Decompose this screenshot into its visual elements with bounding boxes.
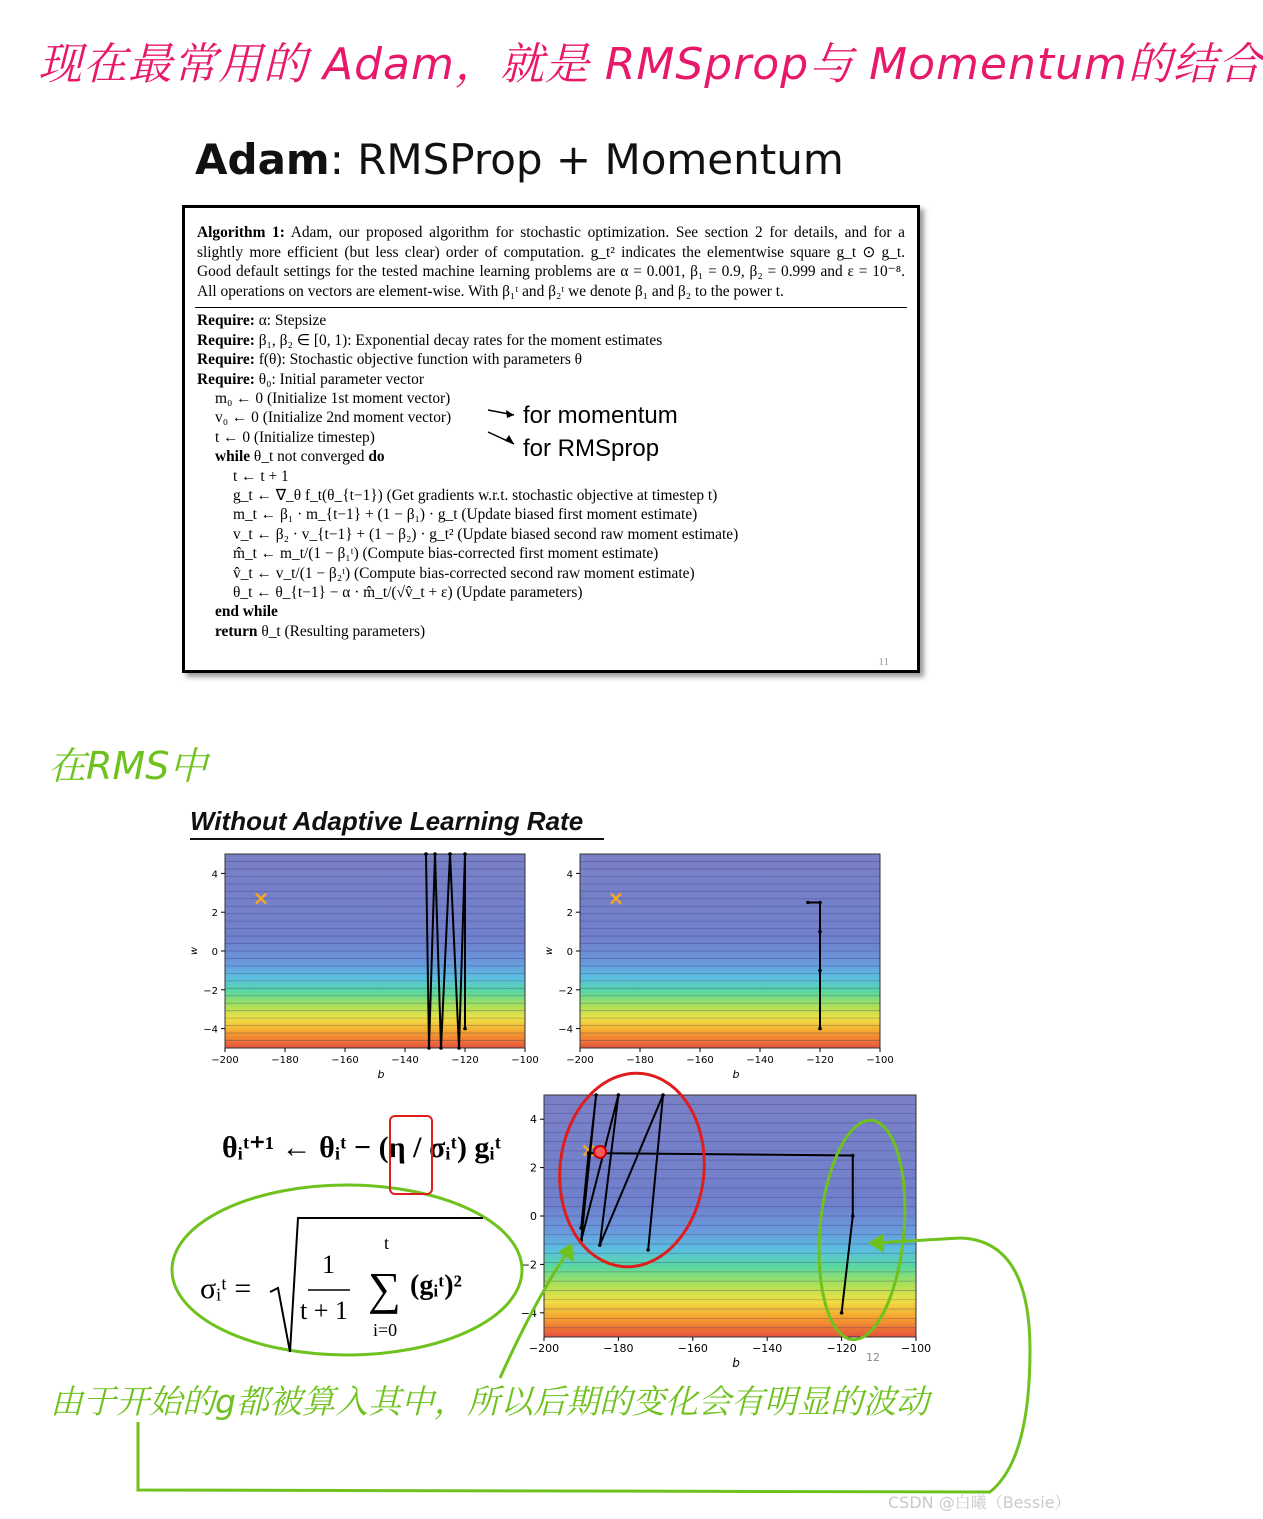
x-tick-label: −160 bbox=[331, 1055, 359, 1066]
y-tick-label: −2 bbox=[558, 985, 573, 997]
return-keyword: return bbox=[215, 622, 258, 640]
x-tick-label: −100 bbox=[900, 1342, 932, 1355]
do-keyword: do bbox=[368, 448, 385, 466]
path-point bbox=[851, 1214, 855, 1218]
frac-numerator: 1 bbox=[322, 1250, 335, 1279]
plot-page-number: 12 bbox=[866, 1351, 880, 1364]
x-tick-label: −100 bbox=[511, 1055, 539, 1066]
rms-annotation: 在RMS中 bbox=[48, 744, 208, 788]
path-point bbox=[617, 1093, 621, 1097]
x-tick-label: −180 bbox=[271, 1055, 299, 1066]
x-tick-label: −200 bbox=[566, 1055, 594, 1066]
path-point bbox=[433, 852, 437, 856]
loop-line: g_t ← ∇_θ f_t(θ_{t−1}) (Get gradients w.r.t. stochastic objective at timestep t) bbox=[233, 487, 718, 505]
path-point bbox=[439, 1046, 443, 1050]
algorithm-label: Algorithm 1: bbox=[197, 224, 285, 241]
y-tick-label: 2 bbox=[211, 908, 218, 920]
slide-title-rest: : RMSProp + Momentum bbox=[329, 135, 844, 184]
y-tick-label: −4 bbox=[203, 1024, 218, 1036]
path-point bbox=[587, 1151, 591, 1155]
chart-without-adaptive-2 bbox=[544, 854, 894, 1081]
path-point bbox=[646, 1248, 650, 1252]
init-line: m₀ ← 0 (Initialize 1st moment vector) bbox=[215, 390, 451, 407]
path-point bbox=[840, 1311, 844, 1315]
loop-line: m_t ← β₁ · m_{t−1} + (1 − β₁) · g_t (Update biased first moment estimate) bbox=[233, 506, 698, 524]
require-text: β₁, β₂ ∈ [0, 1): Exponential decay rates for the moment estimates bbox=[258, 331, 663, 349]
x-axis-label: b bbox=[732, 1356, 740, 1370]
watermark: CSDN @白曦（Bessie） bbox=[888, 1493, 1071, 1512]
path-point bbox=[818, 1027, 822, 1031]
init-line: t ← 0 (Initialize timestep) bbox=[215, 428, 375, 446]
x-tick-label: −120 bbox=[806, 1055, 834, 1066]
path-point bbox=[427, 1046, 431, 1050]
path-point bbox=[806, 901, 810, 905]
sum-bottom: i=0 bbox=[373, 1320, 398, 1340]
path-point bbox=[594, 1093, 598, 1097]
y-tick-label: −4 bbox=[520, 1306, 537, 1320]
y-tick-label: 2 bbox=[530, 1161, 537, 1175]
path-point bbox=[457, 1046, 461, 1050]
update-formula-text: θᵢᵗ⁺¹ ← θᵢᵗ − (η / σᵢᵗ) gᵢᵗ bbox=[222, 1131, 502, 1164]
y-tick-label: 2 bbox=[566, 908, 573, 920]
y-tick-label: 4 bbox=[530, 1113, 537, 1127]
path-point bbox=[661, 1093, 665, 1097]
y-axis-label: w bbox=[544, 946, 555, 956]
x-tick-label: −140 bbox=[391, 1055, 419, 1066]
x-tick-label: −100 bbox=[866, 1055, 894, 1066]
x-tick-label: −200 bbox=[211, 1055, 239, 1066]
y-tick-label: −2 bbox=[520, 1258, 537, 1272]
section-title: Without Adaptive Learning Rate bbox=[190, 806, 584, 836]
top-annotation: 现在最常用的 Adam，就是 RMSprop与 Momentum的结合 bbox=[38, 39, 1263, 90]
y-tick-label: 0 bbox=[211, 947, 218, 958]
sum-symbol: ∑ bbox=[368, 1263, 401, 1314]
y-tick-label: −2 bbox=[203, 985, 218, 997]
while-keyword: while bbox=[215, 448, 251, 466]
return-text: θ_t (Resulting parameters) bbox=[261, 622, 426, 640]
x-tick-label: −120 bbox=[826, 1342, 857, 1355]
frac-denominator: t + 1 bbox=[300, 1296, 348, 1325]
while-condition: θ_t not converged bbox=[253, 448, 365, 466]
x-tick-label: −140 bbox=[746, 1055, 774, 1066]
algorithm-page-number: 11 bbox=[878, 656, 889, 668]
y-tick-label: 0 bbox=[530, 1210, 537, 1223]
path-point bbox=[818, 930, 822, 934]
y-tick-label: 4 bbox=[211, 869, 218, 881]
x-tick-label: −200 bbox=[528, 1342, 560, 1355]
require-text: f(θ): Stochastic objective function with parameters θ bbox=[258, 351, 583, 369]
x-axis-label: b bbox=[732, 1068, 740, 1081]
eta-sigma-box bbox=[389, 1115, 433, 1195]
require-keyword: Require: bbox=[197, 370, 255, 388]
label-for-rmsprop: for RMSprop bbox=[523, 435, 660, 462]
label-for-momentum: for momentum bbox=[523, 402, 678, 429]
y-axis-label: w bbox=[189, 946, 200, 956]
path-point bbox=[463, 852, 467, 856]
loop-line: v_t ← β₂ · v_{t−1} + (1 − β₂) · g_t² (Update biased second raw moment estimate) bbox=[233, 525, 739, 543]
current-position-marker bbox=[594, 1146, 606, 1158]
loop-line: t ← t + 1 bbox=[233, 467, 289, 485]
x-tick-label: −180 bbox=[603, 1342, 634, 1355]
loop-line: m̂_t ← m_t/(1 − β₁ᵗ) (Compute bias-corrected first moment estimate) bbox=[233, 545, 659, 563]
slide-title-bold: Adam bbox=[195, 135, 330, 184]
require-text: α: Stepsize bbox=[258, 312, 327, 330]
init-line: v₀ ← 0 (Initialize 2nd moment vector) bbox=[215, 409, 452, 427]
path-point bbox=[448, 852, 452, 856]
algorithm-caption-text: Adam, our proposed algorithm for stochastic optimization. See section 2 for details, and for a slightly more efficient (but less clear) order of computation. g_t² indicates the elementwise square g_t ⊙ g_t. Good default settings for the tested machine learning problems are α = 0.001, β₁ = 0.9, β₂ = 0.999 and ε = 10⁻⁸. All operations on vectors are element-wise. With β₁ᵗ and β₂ᵗ we denote β₁ and β₂ to the power t. bbox=[197, 224, 906, 300]
y-tick-label: 0 bbox=[566, 947, 573, 958]
path-point bbox=[818, 969, 822, 973]
path-point bbox=[598, 1243, 602, 1247]
path-point bbox=[424, 852, 428, 856]
bottom-annotation: 由于开始的g都被算入其中，所以后期的变化会有明显的波动 bbox=[50, 1382, 929, 1421]
require-keyword: Require: bbox=[197, 312, 255, 330]
x-tick-label: −160 bbox=[686, 1055, 714, 1066]
loop-line: θ_t ← θ_{t−1} − α · m̂_t/(√v̂_t + ε) (Update parameters) bbox=[233, 584, 583, 602]
require-keyword: Require: bbox=[197, 331, 255, 349]
update-formula-left bbox=[222, 1130, 501, 1165]
x-axis-label: b bbox=[377, 1068, 385, 1081]
path-point bbox=[818, 901, 822, 905]
require-keyword: Require: bbox=[197, 351, 255, 369]
sum-top: t bbox=[384, 1233, 390, 1253]
x-tick-label: −160 bbox=[677, 1342, 708, 1355]
require-text: θ₀: Initial parameter vector bbox=[258, 370, 425, 388]
chart-rmsprop bbox=[521, 1093, 931, 1370]
path-point bbox=[579, 1226, 583, 1230]
end-while-keyword: end while bbox=[215, 603, 278, 621]
chart-without-adaptive-1 bbox=[189, 852, 539, 1081]
y-tick-label: −4 bbox=[558, 1024, 573, 1036]
path-point bbox=[851, 1154, 855, 1158]
x-tick-label: −120 bbox=[451, 1055, 479, 1066]
path-point bbox=[463, 1027, 467, 1031]
loop-line: v̂_t ← v_t/(1 − β₂ᵗ) (Compute bias-corrected second raw moment estimate) bbox=[233, 564, 695, 582]
sum-term: (gᵢᵗ)² bbox=[410, 1270, 462, 1301]
x-tick-label: −180 bbox=[626, 1055, 654, 1066]
y-tick-label: 4 bbox=[566, 869, 573, 881]
sigma-lhs: σᵢᵗ = bbox=[200, 1272, 252, 1305]
x-tick-label: −140 bbox=[752, 1342, 783, 1355]
